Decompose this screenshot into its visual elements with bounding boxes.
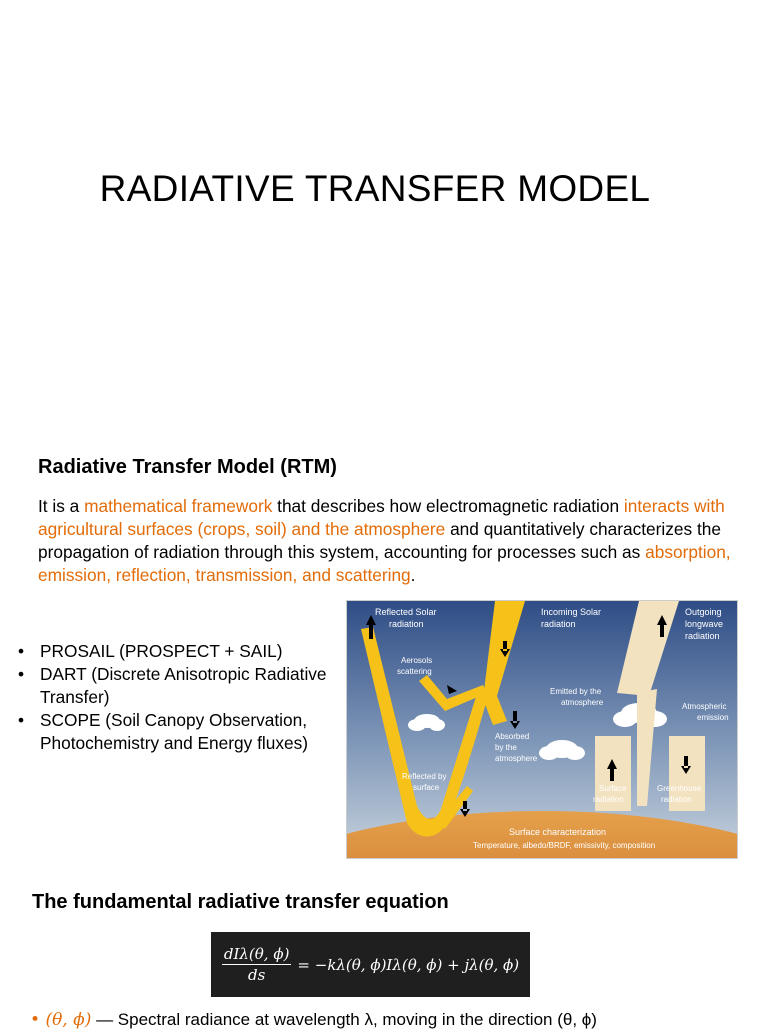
label-surface-characterization-sub: Temperature, albedo/BRDF, emissivity, composition	[473, 841, 656, 850]
diagram-illustration	[347, 601, 737, 858]
label-atmospheric-emission: Atmospheric emission	[682, 702, 729, 722]
label-incoming-solar: Incoming Solar radiation	[541, 607, 602, 629]
intro-paragraph	[38, 495, 738, 587]
highlight-interactions: interacts with agricultural surfaces (crops, soil) and the atmosphere	[38, 496, 725, 539]
slide-title: RADIATIVE TRANSFER MODEL	[99, 168, 651, 209]
equation-image	[211, 932, 530, 997]
radiation-budget-diagram	[346, 600, 738, 859]
equation-rhs: = −kλ(θ, ϕ)Iλ(θ, ϕ) + jλ(θ, ϕ)	[297, 955, 520, 974]
text-run: and quantitatively characterizes the propagation of radiation through this system, accounting for processes such as	[38, 519, 721, 562]
label-surface-radiation: Surface radiation	[593, 784, 627, 804]
label-surface-characterization: Surface characterization	[509, 827, 607, 837]
equation-denominator: ds	[248, 966, 266, 984]
section-heading: Radiative Transfer Model (RTM)	[38, 456, 337, 478]
label-absorbed-atmosphere: Absorbed by the atmosphere	[495, 732, 538, 763]
label-aerosols: Aerosols scattering	[397, 656, 433, 676]
label-emitted-atmosphere: Emitted by the atmosphere	[550, 687, 604, 707]
definition-bullet	[30, 1010, 597, 1030]
text-run: It is a	[38, 496, 85, 516]
equation-numerator: dIλ(θ, ϕ)	[223, 945, 290, 963]
equation-fraction	[222, 945, 292, 984]
highlight-processes: absorption, emission, reflection, transmission, and scattering	[38, 542, 731, 585]
label-reflected-surface: Reflected by surface	[402, 772, 447, 792]
text-run: that describes how electromagnetic radiation	[272, 496, 624, 516]
label-greenhouse-radiation: Greenhouse radiation	[657, 784, 702, 804]
definition-text: — Spectral radiance at wavelength λ, moving in the direction (θ, ϕ)	[96, 1010, 597, 1029]
highlight-mathematical-framework: mathematical framework	[84, 496, 273, 516]
bullet-symbol: •	[30, 1010, 46, 1030]
list-item: • DART (Discrete Anisotropic Radiative Transfer)	[18, 663, 348, 709]
label-reflected-solar: Reflected Solar radiation	[375, 607, 437, 629]
direction-symbol: (θ, ϕ)	[45, 1010, 92, 1030]
list-item: • SCOPE (Soil Canopy Observation, Photochemistry and Energy fluxes)	[18, 709, 348, 755]
equation-heading: The fundamental radiative transfer equation	[32, 891, 449, 913]
model-list	[18, 640, 348, 755]
label-outgoing-longwave: Outgoing longwave radiation	[685, 607, 724, 641]
text-run: .	[410, 565, 416, 585]
list-item: • PROSAIL (PROSPECT + SAIL)	[18, 640, 348, 663]
